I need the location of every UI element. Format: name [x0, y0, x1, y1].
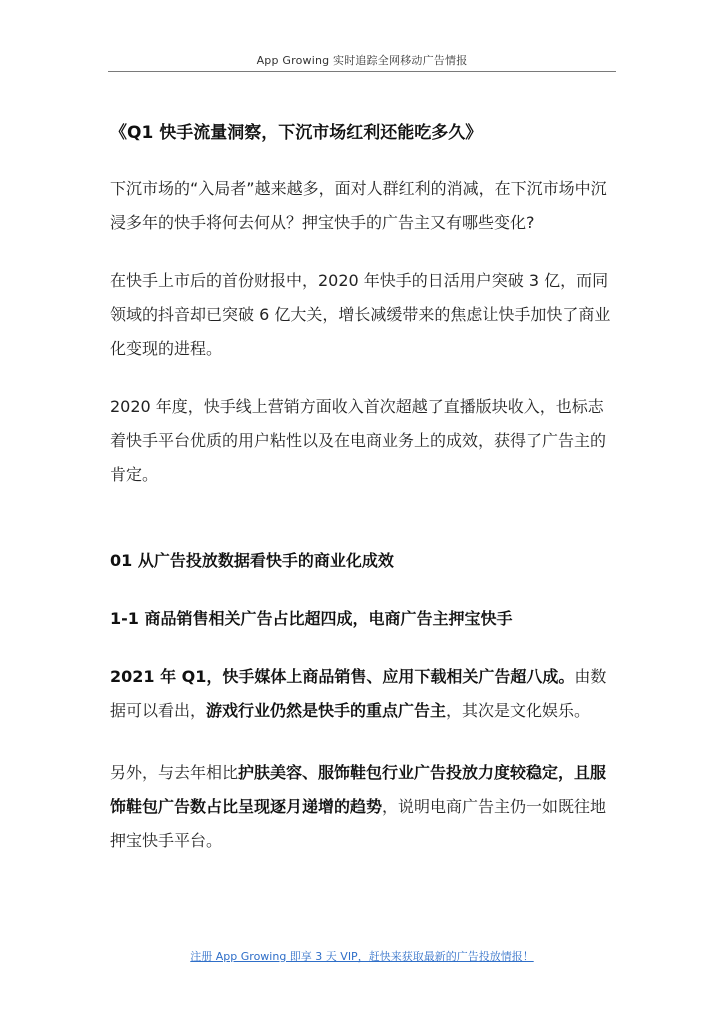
document-title: 《Q1 快手流量洞察，下沉市场红利还能吃多久》 [110, 123, 483, 143]
register-link[interactable]: 注册 App Growing 即享 3 天 VIP，赶快来获取最新的广告投放情报！ [190, 950, 534, 963]
paragraph-q1-ads [110, 660, 616, 728]
paragraph-intro: 下沉市场的“入局者”越来越多，面对人群红利的消减，在下沉市场中沉浸多年的快手将何去何从？押宝快手的广告主又有哪些变化? [110, 179, 607, 232]
plain-text: ，其次是文化娱乐。 [446, 701, 591, 720]
bold-text: 2021 年 Q1，快手媒体上商品销售、应用下载相关广告超八成。 [110, 667, 575, 686]
section-heading: 01 从广告投放数据看快手的商业化成效 [110, 551, 394, 570]
bold-text: 游戏行业仍然是快手的重点广告主 [206, 701, 447, 720]
paragraph-revenue: 2020 年度，快手线上营销方面收入首次超越了直播版块收入，也标志着快手平台优质的用户粘性以及在电商业务上的成效，获得了广告主的肯定。 [110, 397, 607, 484]
plain-text: 由数据可以看出， [110, 667, 607, 720]
header-divider [108, 71, 616, 72]
page-footer [0, 948, 724, 964]
subsection-heading: 1-1 商品销售相关广告占比超四成，电商广告主押宝快手 [110, 609, 513, 628]
plain-text: ，说明电商广告主仍一如既往地押宝快手平台。 [110, 797, 607, 850]
bold-text: 护肤美容、服饰鞋包行业广告投放力度较稳定，且服饰鞋包广告数占比呈现逐月递增的趋势 [110, 763, 607, 816]
plain-text: 另外，与去年相比 [110, 763, 239, 782]
paragraph-ecommerce [110, 756, 616, 858]
paragraph-ipo-report: 在快手上市后的首份财报中，2020 年快手的日活用户突破 3 亿，而同领域的抖音却已突破 6 亿大关，增长减缓带来的焦虑让快手加快了商业化变现的进程。 [110, 271, 611, 358]
page-header: App Growing 实时追踪全网移动广告情报 [256, 54, 468, 67]
